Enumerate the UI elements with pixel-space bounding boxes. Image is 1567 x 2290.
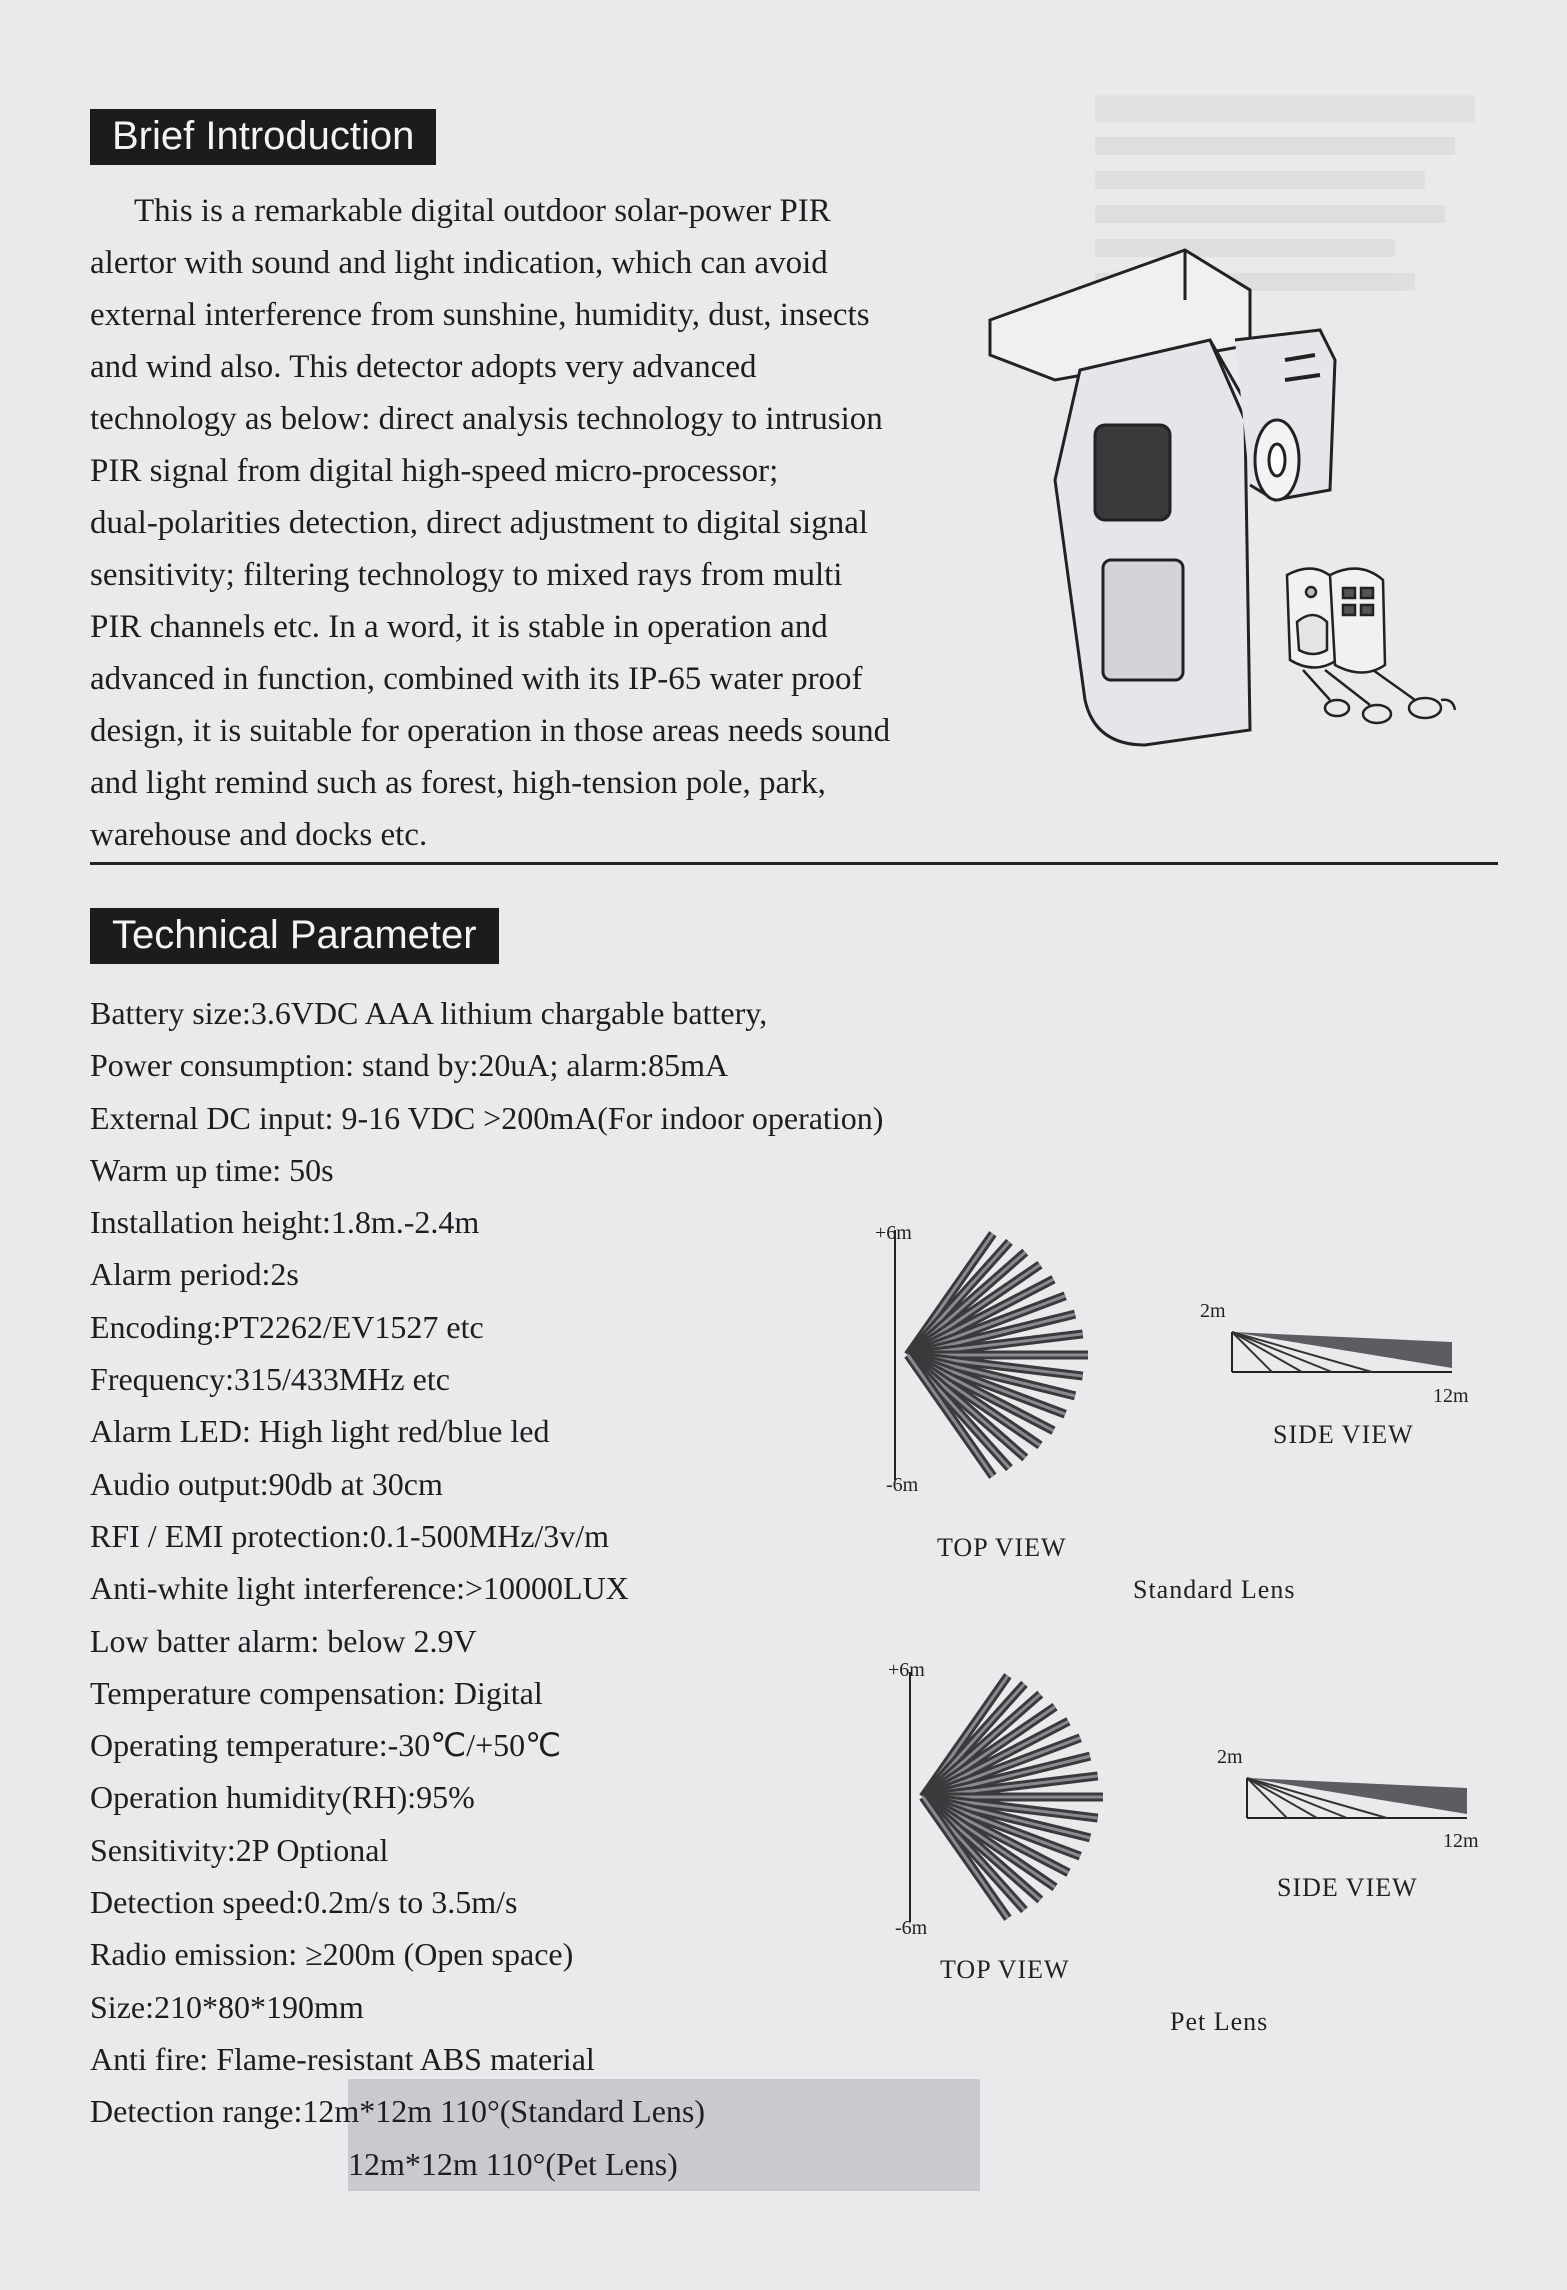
std-top-plus-label: +6m (875, 1222, 912, 1244)
param-item: Power consumption: stand by:20uA; alarm:85mA (90, 1047, 729, 1084)
standard-lens-label: Standard Lens (1133, 1575, 1296, 1604)
param-item: Sensitivity:2P Optional (90, 1831, 389, 1868)
param-item: Low batter alarm: below 2.9V (90, 1622, 477, 1659)
detection-range (90, 2085, 970, 2190)
section-divider (90, 862, 1498, 865)
param-item: Anti fire: Flame-resistant ABS material (90, 2040, 595, 2077)
intro-line: PIR signal from digital high-speed micro-processor; (90, 453, 779, 489)
intro-line: This is a remarkable digital outdoor solar-power PIR (134, 193, 831, 229)
std-side-range-label: 12m (1433, 1385, 1469, 1407)
param-item: Installation height:1.8m.-2.4m (90, 1204, 480, 1241)
detection-range-label: Detection range: (90, 2093, 303, 2130)
param-item: Operating temperature:-30℃/+50℃ (90, 1727, 562, 1764)
section-heading-technical: Technical Parameter (90, 908, 499, 964)
pet-top-minus-label: -6m (895, 1917, 928, 1939)
param-item: Audio output:90db at 30cm (90, 1465, 443, 1502)
intro-line: warehouse and docks etc. (90, 817, 428, 853)
pet-top-view-diagram (905, 1672, 1165, 1922)
param-item: Temperature compensation: Digital (90, 1674, 543, 1711)
param-item: Detection speed:0.2m/s to 3.5m/s (90, 1884, 518, 1921)
param-item: RFI / EMI protection:0.1-500MHz/3v/m (90, 1517, 610, 1554)
standard-side-view-diagram (1232, 1332, 1457, 1377)
pet-top-view-label: TOP VIEW (940, 1955, 1070, 1984)
detection-range-standard (90, 2085, 970, 2137)
param-item: Frequency:315/433MHz etc (90, 1361, 450, 1398)
param-item: Size:210*80*190mm (90, 1988, 364, 2025)
intro-line: and light remind such as forest, high-tension pole, park, (90, 765, 826, 801)
param-item: Battery size:3.6VDC AAA lithium chargable battery, (90, 995, 768, 1031)
param-item: Warm up time: 50s (90, 1151, 334, 1188)
param-item: Alarm period:2s (90, 1256, 299, 1293)
detection-range-standard-value: 12m*12m 110°(Standard Lens) (302, 2093, 705, 2130)
std-top-view-label: TOP VIEW (937, 1533, 1067, 1562)
intro-line: technology as below: direct analysis technology to intrusion (90, 401, 883, 437)
param-item: Radio emission: ≥200m (Open space) (90, 1936, 574, 1973)
param-item: Alarm LED: High light red/blue led (90, 1413, 550, 1450)
intro-line: advanced in function, combined with its IP-65 water proof (90, 661, 863, 697)
intro-line: and wind also. This detector adopts very advanced (90, 349, 757, 385)
pet-side-view-diagram (1247, 1778, 1472, 1823)
param-item: Encoding:PT2262/EV1527 etc (90, 1308, 484, 1345)
section-heading-intro: Brief Introduction (90, 109, 436, 165)
intro-line: sensitivity; filtering technology to mixed rays from multi (90, 557, 843, 593)
intro-paragraph (90, 185, 970, 861)
pet-top-plus-label: +6m (888, 1659, 925, 1681)
pet-side-height-label: 2m (1217, 1746, 1243, 1768)
param-item: Anti-white light interference:>10000LUX (90, 1570, 629, 1607)
intro-line: external interference from sunshine, humidity, dust, insects (90, 297, 870, 333)
intro-line: PIR channels etc. In a word, it is stable in operation and (90, 609, 828, 645)
std-top-minus-label: -6m (886, 1474, 919, 1496)
std-side-height-label: 2m (1200, 1300, 1226, 1322)
param-item: Operation humidity(RH):95% (90, 1779, 475, 1816)
remote-control-icon (1287, 569, 1455, 723)
std-side-view-label: SIDE VIEW (1273, 1420, 1414, 1449)
detection-range-pet-value: 12m*12m 110°(Pet Lens) (348, 2145, 678, 2182)
parameter-list (90, 987, 970, 2190)
detector-illustration (985, 230, 1505, 750)
standard-top-view-diagram (890, 1230, 1150, 1480)
pet-lens-label: Pet Lens (1170, 2007, 1269, 2036)
detection-range-pet (90, 2138, 970, 2190)
intro-line: alertor with sound and light indication, which can avoid (90, 245, 828, 281)
pet-side-range-label: 12m (1443, 1830, 1479, 1852)
pet-side-view-label: SIDE VIEW (1277, 1873, 1418, 1902)
param-item: External DC input: 9-16 VDC >200mA(For indoor operation) (90, 1099, 884, 1136)
intro-line: design, it is suitable for operation in those areas needs sound (90, 713, 891, 749)
intro-line: dual-polarities detection, direct adjustment to digital signal (90, 505, 869, 541)
